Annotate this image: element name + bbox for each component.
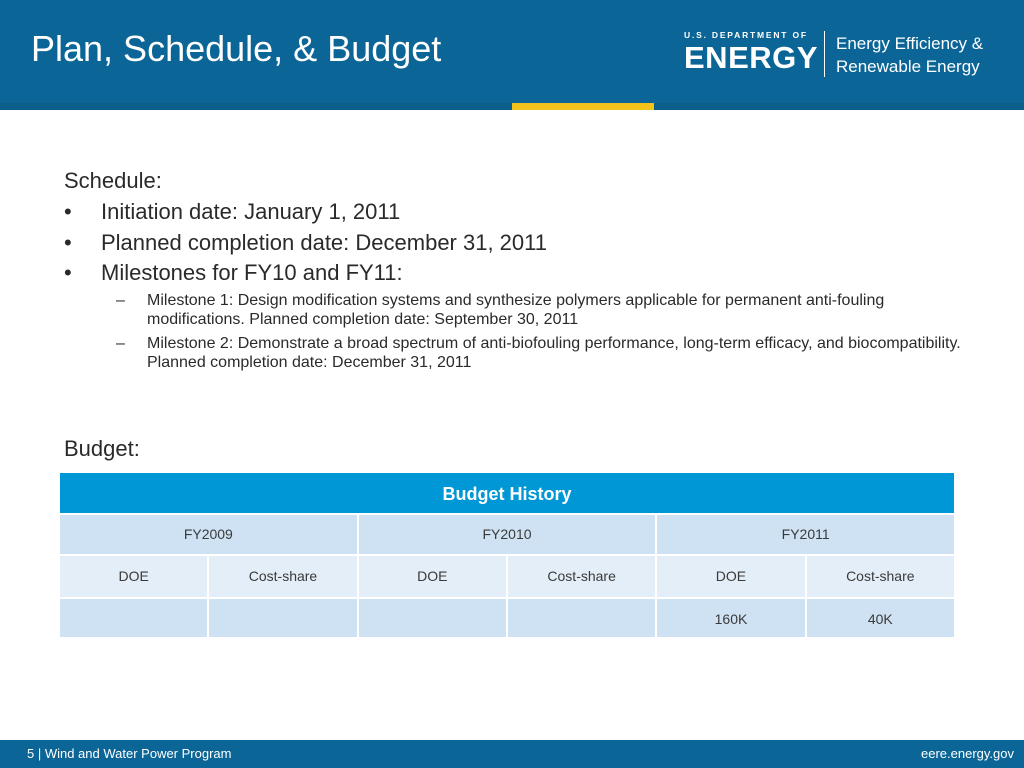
- header-stripe-accent: [512, 103, 654, 110]
- slide-title: Plan, Schedule, & Budget: [31, 28, 442, 69]
- year-cell-fy2010: FY2010: [357, 515, 656, 554]
- year-cell-fy2009: FY2009: [183, 526, 233, 542]
- column-header-doe: DOE: [655, 556, 804, 597]
- bullet-text: Initiation date: January 1, 2011: [101, 199, 401, 224]
- footer-bar: [0, 740, 1024, 768]
- value-cell: 160K: [655, 599, 804, 637]
- budget-heading: Budget:: [64, 436, 140, 461]
- milestone-2: [116, 334, 976, 372]
- logo-agency-line: U.S. DEPARTMENT OF: [684, 30, 808, 40]
- logo-divider: [824, 31, 825, 77]
- bullet-mark: •: [64, 260, 72, 285]
- header-bar: [0, 0, 1024, 103]
- milestone-text: Milestone 2: Demonstrate a broad spectrum of anti-biofouling performance, long-term efficacy, and biocompatibility. Planned completion date: December 31, 2011: [147, 335, 961, 371]
- header-stripe-right: [654, 103, 1024, 110]
- logo-office-name: [836, 32, 983, 78]
- value-cell: [60, 599, 207, 637]
- footer-website: eere.energy.gov: [921, 746, 1014, 761]
- milestone-1: [116, 291, 976, 329]
- column-header-cost-share: Cost-share: [207, 556, 356, 597]
- value-cell: [506, 599, 655, 637]
- bullet-mark: •: [64, 230, 72, 255]
- milestone-text: Milestone 1: Design modification systems and synthesize polymers applicable for permanent anti-fouling modifications. Planned completion date: September 30, 2011: [147, 292, 885, 328]
- value-cell: [357, 599, 506, 637]
- header-stripe-left: [0, 103, 512, 110]
- bullet-text: Milestones for FY10 and FY11:: [101, 260, 403, 285]
- doe-eere-logo: [684, 30, 1004, 80]
- value-cell: 40K: [805, 599, 954, 637]
- logo-office-line-1: Energy Efficiency &: [836, 34, 984, 53]
- table-row-years: [60, 513, 954, 554]
- table-row-funding-type: [60, 554, 954, 597]
- logo-agency-name: ENERGY: [684, 40, 818, 75]
- bullet-mark: •: [64, 199, 72, 224]
- dash-mark: –: [116, 335, 125, 352]
- column-header-cost-share: Cost-share: [506, 556, 655, 597]
- logo-office-line-2: Renewable Energy: [836, 57, 980, 76]
- column-header-doe: DOE: [357, 556, 506, 597]
- column-header-cost-share: Cost-share: [805, 556, 954, 597]
- dash-mark: –: [116, 292, 125, 309]
- value-cell: [207, 599, 356, 637]
- table-row-values: [60, 597, 954, 637]
- budget-history-table: [60, 473, 954, 637]
- column-header-doe: DOE: [118, 568, 149, 584]
- bullet-text: Planned completion date: December 31, 2011: [101, 230, 547, 255]
- schedule-heading: Schedule:: [64, 168, 162, 193]
- footer-page-program: 5 | Wind and Water Power Program: [27, 746, 232, 761]
- table-title: Budget History: [60, 473, 954, 513]
- year-cell-fy2011: FY2011: [655, 515, 954, 554]
